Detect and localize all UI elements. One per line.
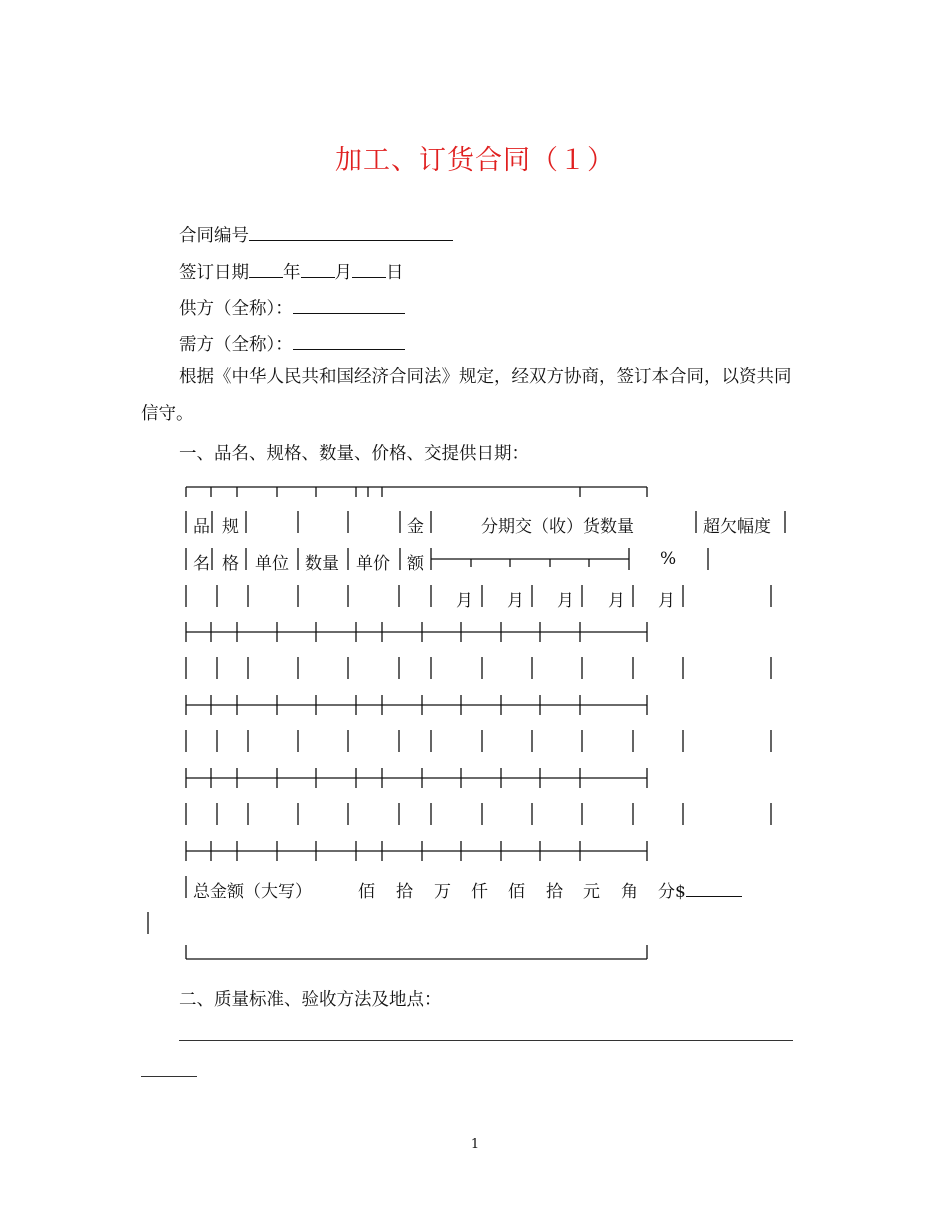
header-gui: 规 — [222, 517, 239, 537]
month-label: 月 — [334, 263, 352, 283]
month-label-3: 月 — [557, 591, 574, 611]
unit-fen-dollar — [658, 877, 742, 902]
unit-wan: 万 — [434, 882, 451, 902]
header-ge: 格 — [222, 554, 239, 574]
section-2-heading: 二、质量标准、验收方法及地点： — [179, 990, 442, 1010]
contract-number-label: 合同编号 — [179, 226, 249, 246]
supplier-label: 供方（全称）： — [179, 299, 293, 319]
header-quantity: 数量 — [305, 554, 339, 574]
sign-date-label: 签订日期 — [179, 263, 249, 283]
header-ming: 名 — [193, 554, 210, 574]
unit-fen: 分 — [658, 882, 675, 902]
unit-shi-2: 拾 — [546, 882, 563, 902]
unit-qian: 仟 — [471, 882, 488, 902]
unit-bai-1: 佰 — [358, 882, 375, 902]
intro-paragraph: 根据《中华人民共和国经济合同法》规定，经双方协商，签订本合同，以资共同信守。 — [141, 367, 792, 424]
month-label-2: 月 — [507, 591, 524, 611]
unit-yuan: 元 — [583, 882, 600, 902]
header-e: 额 — [407, 554, 424, 574]
month-label-1: 月 — [456, 591, 473, 611]
month-label-4: 月 — [608, 591, 625, 611]
total-amount-label: 总金额（大写） — [193, 882, 312, 902]
header-jin: 金 — [407, 517, 424, 537]
header-unit: 单位 — [255, 554, 289, 574]
page-number: 1 — [470, 1137, 480, 1152]
header-pin: 品 — [193, 517, 210, 537]
header-unit-price: 单价 — [356, 554, 390, 574]
header-tolerance: 超欠幅度 — [703, 517, 771, 537]
month-label-5: 月 — [658, 591, 675, 611]
buyer-label: 需方（全称）： — [179, 335, 293, 355]
document-title: 加工、订货合同（１） — [335, 145, 615, 176]
quality-answer-line-end[interactable] — [141, 1076, 197, 1077]
unit-bai-2: 佰 — [508, 882, 525, 902]
header-installment: 分期交（收）货数量 — [481, 517, 634, 537]
section-1-heading: 一、品名、规格、数量、价格、交提供日期： — [179, 444, 529, 464]
quality-answer-line[interactable] — [179, 1040, 793, 1041]
header-percent: % — [660, 549, 677, 569]
unit-jiao: 角 — [621, 882, 638, 902]
total-amount-blank[interactable] — [686, 881, 742, 897]
unit-shi-1: 拾 — [396, 882, 413, 902]
year-label: 年 — [283, 263, 301, 283]
dollar-sign: $ — [675, 882, 686, 902]
day-label: 日 — [386, 263, 404, 283]
